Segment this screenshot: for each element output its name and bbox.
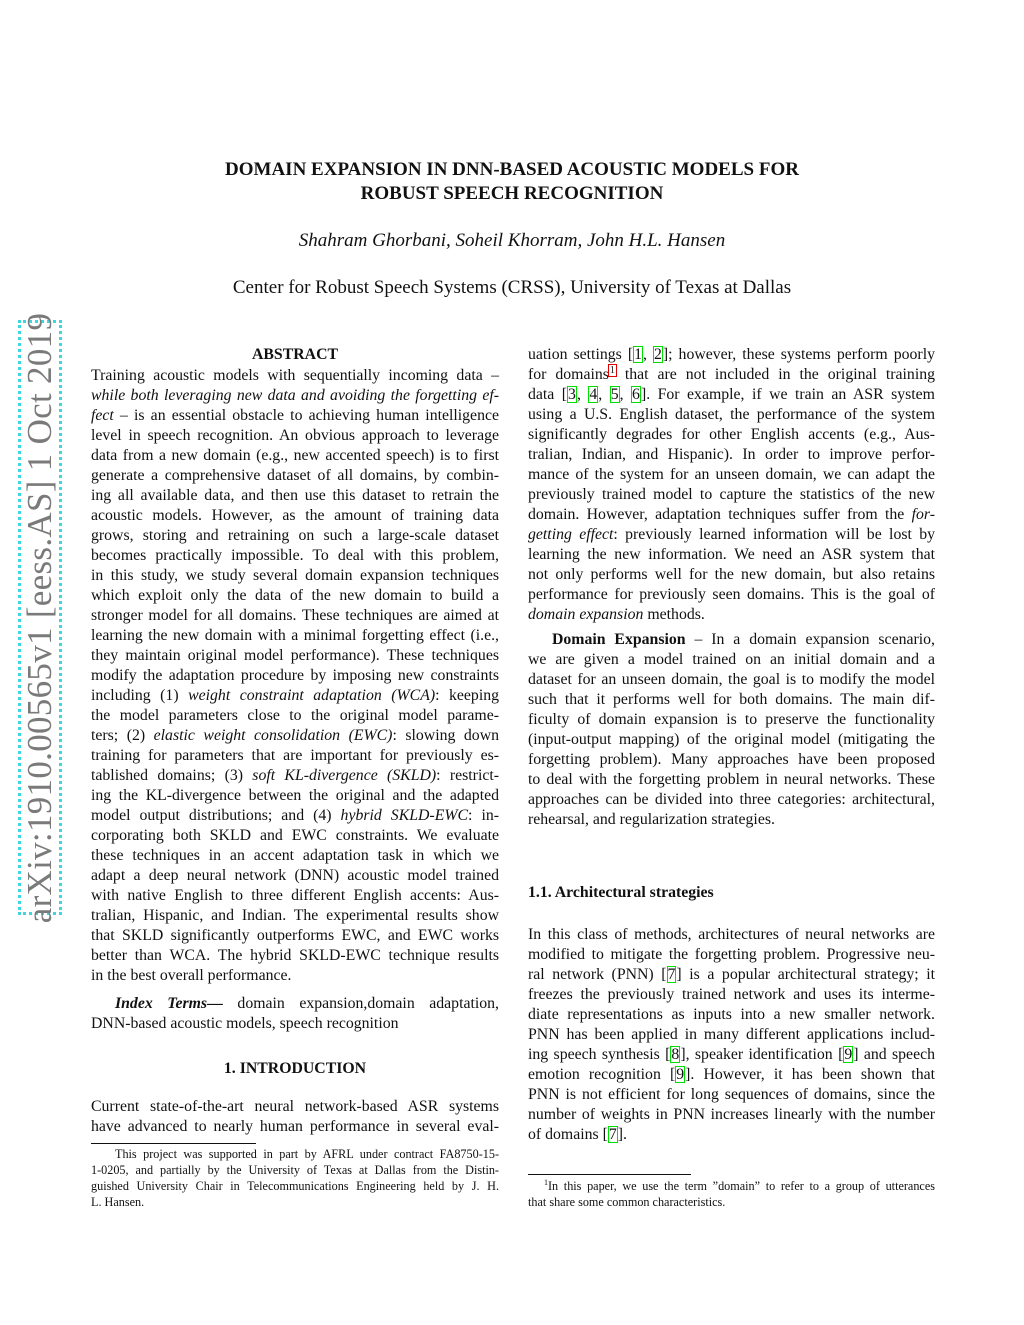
text-run: significantly degrades for other English accents (e.g., Aus- [528, 426, 935, 443]
text-run: including (1) [91, 687, 189, 704]
text-run: : in- [468, 807, 499, 824]
text-run: level in speech recognition. An obvious approach to leverage [91, 427, 499, 444]
text-run: in this study, we study several domain expansion techniques [91, 567, 499, 584]
text-line [528, 345, 935, 365]
text-run: ing all available data, and then use this dataset to retrain the [91, 487, 499, 504]
text-line [528, 690, 935, 710]
citation-link[interactable]: 3 [568, 386, 576, 403]
domain-expansion-paragraph [528, 630, 935, 830]
citation-link[interactable]: 9 [676, 1066, 685, 1083]
italic-text: domain expansion [528, 606, 644, 623]
index-terms [91, 994, 499, 1034]
text-run: training for parameters that are important for previously es- [91, 747, 499, 764]
text-run: adapt a deep neural network (DNN) acoustic model trained [91, 867, 499, 884]
citation-link[interactable]: 2 [653, 346, 662, 363]
text-line [91, 1146, 499, 1162]
text-line [91, 846, 499, 866]
abstract-body [91, 366, 499, 986]
italic-text: for- [911, 506, 935, 523]
text-line [91, 766, 499, 786]
text-run: approaches can be divided into three categories: architectural, [528, 791, 935, 808]
text-line [528, 505, 935, 525]
text-line [91, 826, 499, 846]
text-line [528, 565, 935, 585]
text-line [528, 670, 935, 690]
text-line [528, 945, 935, 965]
affiliation: Center for Robust Speech Systems (CRSS), University of Texas at Dallas [232, 277, 792, 298]
citation-link[interactable]: 9 [844, 1046, 853, 1063]
text-line [528, 750, 935, 770]
introduction-heading: 1. INTRODUCTION [223, 1060, 367, 1077]
text-run: domain. However, adaptation techniques suffer from the [528, 506, 912, 523]
text-run: for domains [528, 366, 609, 383]
text-line [528, 1085, 935, 1105]
text-run: data [ [528, 386, 568, 403]
text-run: learning the new information. We need an ASR system that [528, 546, 935, 563]
text-run: grows, storing and retraining on such a large-scale dataset [91, 527, 499, 544]
text-line [91, 546, 499, 566]
abstract-heading: ABSTRACT [251, 346, 339, 363]
text-run: methods. [643, 606, 705, 623]
italic-text: elastic weight consolidation (EWC) [153, 727, 393, 744]
text-run: , [619, 386, 632, 403]
text-line [528, 810, 935, 830]
text-line [91, 506, 499, 526]
text-run: , [598, 386, 610, 403]
text-run: : restrict- [436, 767, 499, 784]
footnote-text: that share some common characteristics. [528, 1195, 726, 1209]
text-run: with native English to three different English accents: Aus- [91, 887, 499, 904]
text-line [528, 730, 935, 750]
text-line [91, 726, 499, 746]
text-line [528, 1125, 935, 1145]
italic-text: getting effect [528, 526, 614, 543]
footnote-rule [91, 1143, 256, 1144]
text-run: – is an essential obstacle to achieving human intelligence [113, 407, 499, 424]
text-line [528, 465, 935, 485]
text-line [91, 1178, 499, 1194]
text-line [91, 626, 499, 646]
text-run: L. Hansen. [91, 1195, 145, 1209]
text-run: mance of the system for an unseen domain, we can adapt the [528, 466, 935, 483]
text-run: such that it performs well for both domains. The main dif- [528, 691, 935, 708]
text-run: tralian, Indian, and Hispanic). In order to improve perfor- [528, 446, 935, 463]
text-run: ] is a popular architectural strategy; it [676, 966, 935, 983]
text-run: to deal with the forgetting problem in neural networks. These [528, 771, 935, 788]
text-run: learning the new domain with a minimal forgetting effect (i.e., [91, 627, 499, 644]
text-line [528, 965, 935, 985]
text-run: : keeping [435, 687, 500, 704]
text-line [528, 545, 935, 565]
text-line [528, 630, 935, 650]
text-line [91, 1014, 499, 1034]
text-run: rehearsal, and regularization strategies. [528, 811, 775, 828]
text-line [91, 706, 499, 726]
bold-text: Domain Expansion [552, 631, 686, 648]
text-line [91, 994, 499, 1014]
text-run: This project was supported in part by AFRL under contract FA8750-15- [115, 1147, 499, 1161]
footnote-text: In this paper, we use the term ”domain” to refer to a group of utterances [548, 1179, 935, 1193]
text-line [528, 1065, 935, 1085]
text-run: PNN has been applied in many different applications includ- [528, 1026, 935, 1043]
text-run: of domains [ [528, 1126, 608, 1143]
text-run: ]. For example, if we train an ASR system [640, 386, 935, 403]
text-line [91, 646, 499, 666]
text-run: ]. However, it has been shown that [685, 1066, 935, 1083]
footnote-line [528, 1194, 935, 1210]
text-line [91, 966, 499, 986]
text-line [528, 525, 935, 545]
text-run: dataset for an unseen domain, the goal is to modify the model [528, 671, 935, 688]
text-line [91, 906, 499, 926]
text-run: generate a comprehensive dataset of all domains, by combin- [91, 467, 499, 484]
text-line [528, 605, 935, 625]
text-line [91, 886, 499, 906]
text-run: ], speaker identification [ [680, 1046, 844, 1063]
text-line [91, 686, 499, 706]
text-run: guished University Chair in Telecommunications Engineering held by J. H. [91, 1179, 499, 1193]
text-run: they maintain original model performance). These techniques [91, 647, 499, 664]
text-run: acoustic models. However, as the amount of training data [91, 507, 499, 524]
arxiv-stamp-text: arXiv:1910.00565v1 [eess.AS] 1 Oct 2019 [20, 312, 59, 923]
text-line [528, 790, 935, 810]
text-run: ]; however, these systems perform poorly [662, 346, 935, 363]
text-line [528, 770, 935, 790]
text-run: Training acoustic models with sequentially incoming data – [91, 367, 499, 384]
text-line [528, 445, 935, 465]
citation-link[interactable]: 6 [632, 386, 640, 403]
introduction-body [91, 1097, 499, 1137]
text-run: performance for previously seen domains. This is the goal of [528, 586, 935, 603]
text-run: using a U.S. English dataset, the performance of the system [528, 406, 935, 423]
text-run: have advanced to nearly human performance in several eval- [91, 1118, 499, 1135]
footnote-marker: 1 [544, 1178, 548, 1187]
text-line [528, 405, 935, 425]
text-line [528, 385, 935, 405]
text-run: data from a new domain (e.g., new accented speech) is to first [91, 447, 499, 464]
text-line [91, 786, 499, 806]
text-run: : previously learned information will be lost by [613, 526, 936, 543]
italic-text: fect [91, 407, 114, 424]
citation-link[interactable]: 1 [634, 346, 642, 363]
text-run: modified to mitigate the forgetting problem. Progressive neu- [528, 946, 935, 963]
text-run: not only performs well for the new domain, but also retains [528, 566, 935, 583]
text-run: ters; (2) [91, 727, 154, 744]
text-run: corporating both SKLD and EWC constraints. We evaluate [91, 827, 499, 844]
text-run: tablished domains; (3) [91, 767, 253, 784]
text-line [528, 1005, 935, 1025]
text-run: uation settings [ [528, 346, 634, 363]
text-line [91, 586, 499, 606]
text-line [91, 806, 499, 826]
footnote-domain [528, 1178, 935, 1210]
introduction-continued [528, 345, 935, 625]
text-line [528, 485, 935, 505]
citation-link[interactable]: 4 [589, 386, 598, 403]
text-run: , [642, 346, 653, 363]
text-line [91, 386, 499, 406]
footnote-funding [91, 1146, 499, 1210]
citation-link[interactable]: 5 [610, 386, 619, 403]
text-line [91, 1194, 499, 1210]
text-line [528, 585, 935, 605]
footnote-rule [528, 1174, 691, 1175]
text-run: freezes the previously trained network and uses its interme- [528, 986, 935, 1003]
text-run: which exploit only the data of the new domain to build a [91, 587, 499, 604]
text-run: number of weights in PNN increases linearly with the number [528, 1106, 935, 1123]
italic-text: soft KL-divergence (SKLD) [252, 767, 437, 784]
text-line [91, 466, 499, 486]
text-run: – In a domain expansion scenario, [685, 631, 935, 648]
text-run: modify the adaptation procedure by imposing new constraints [91, 667, 499, 684]
text-run: ]. [617, 1126, 627, 1143]
text-line [91, 366, 499, 386]
text-line [528, 365, 935, 385]
text-line [91, 1097, 499, 1117]
text-run: 1-0205, and partially by the University of Texas at Dallas from the Distin- [91, 1163, 499, 1177]
text-run: emotion recognition [ [528, 1066, 676, 1083]
arxiv-stamp [18, 312, 62, 923]
text-run: stronger model for all domains. These techniques are aimed at [91, 607, 499, 624]
text-line [91, 446, 499, 466]
text-line [91, 666, 499, 686]
italic-text: hybrid SKLD-EWC [340, 807, 469, 824]
architectural-body [528, 925, 935, 1145]
text-line [528, 425, 935, 445]
text-run: ] and speech [853, 1046, 935, 1063]
text-run: the model parameters close to the original model parame- [91, 707, 499, 724]
text-run: forgetting problem). Many approaches have been proposed [528, 751, 935, 768]
text-run: becomes practically impossible. To deal with this problem, [91, 547, 499, 564]
text-line [91, 486, 499, 506]
text-line [528, 925, 935, 945]
citation-link[interactable]: 7 [608, 1126, 617, 1143]
text-line [91, 566, 499, 586]
text-run: (input-output mapping) of the original model (mitigating the [528, 731, 935, 748]
text-run: previously trained model to capture the statistics of the new [528, 486, 935, 503]
text-run: diate representations as inputs into a new smaller network. [528, 1006, 935, 1023]
text-run: PNN is not efficient for long sequences of domains, since the [528, 1086, 935, 1103]
citation-link[interactable]: 8 [671, 1046, 680, 1063]
text-line [528, 710, 935, 730]
text-run: tralian, Hispanic, and Indian. The experimental results show [91, 907, 499, 924]
text-run: : slowing down [392, 727, 500, 744]
text-run: In this class of methods, architectures of neural networks are [528, 926, 935, 943]
text-line [528, 1025, 935, 1045]
text-run: ing speech synthesis [ [528, 1046, 671, 1063]
abstract-section [91, 345, 499, 986]
text-line [91, 946, 499, 966]
text-line [91, 926, 499, 946]
footnote-link[interactable]: 1 [609, 365, 615, 376]
text-run: ficulty of domain expansion is to preserve the functionality [528, 711, 935, 728]
citation-link[interactable]: 7 [667, 966, 676, 983]
text-run: these techniques in an accent adaptation task in which we [91, 847, 499, 864]
text-run: that are not included in the original training [615, 366, 936, 383]
text-run: better than WCA. The hybrid SKLD-EWC technique results [91, 947, 499, 964]
text-run: Current state-of-the-art neural network-based ASR systems [91, 1098, 499, 1115]
text-run: , [576, 386, 589, 403]
text-line [91, 1117, 499, 1137]
text-line [91, 746, 499, 766]
bold-italic-text: Index Terms— [115, 995, 223, 1012]
text-line [91, 606, 499, 626]
text-line [91, 866, 499, 886]
title-line: ROBUST SPEECH RECOGNITION [360, 183, 664, 204]
text-run: that SKLD significantly outperforms EWC, and EWC works [91, 927, 499, 944]
text-run: ing the KL-divergence between the original and the adapted [91, 787, 499, 804]
text-line [91, 526, 499, 546]
italic-text: weight constraint adaptation (WCA) [188, 687, 436, 704]
text-line [528, 1105, 935, 1125]
footnote-line [528, 1178, 935, 1194]
authors: Shahram Ghorbani, Soheil Khorram, John H.L. Hansen [298, 230, 726, 251]
text-run: DNN-based acoustic models, speech recognition [91, 1015, 399, 1032]
text-line [528, 1045, 935, 1065]
text-run: ral network (PNN) [ [528, 966, 667, 983]
title-line: DOMAIN EXPANSION IN DNN-BASED ACOUSTIC MODELS FOR [225, 159, 799, 180]
text-line [528, 650, 935, 670]
text-line [528, 985, 935, 1005]
text-line [91, 1162, 499, 1178]
text-line [91, 406, 499, 426]
text-run: domain expansion,domain adaptation, [222, 995, 500, 1012]
text-run: model output distributions; and (4) [91, 807, 341, 824]
text-line [91, 426, 499, 446]
architectural-heading: 1.1. Architectural strategies [528, 884, 714, 901]
text-run: we are given a model trained on an initial domain and a [528, 651, 935, 668]
paper-title [0, 158, 1024, 206]
italic-text: while both leveraging new data and avoiding the forgetting ef- [91, 387, 499, 404]
text-run: in the best overall performance. [91, 967, 292, 984]
